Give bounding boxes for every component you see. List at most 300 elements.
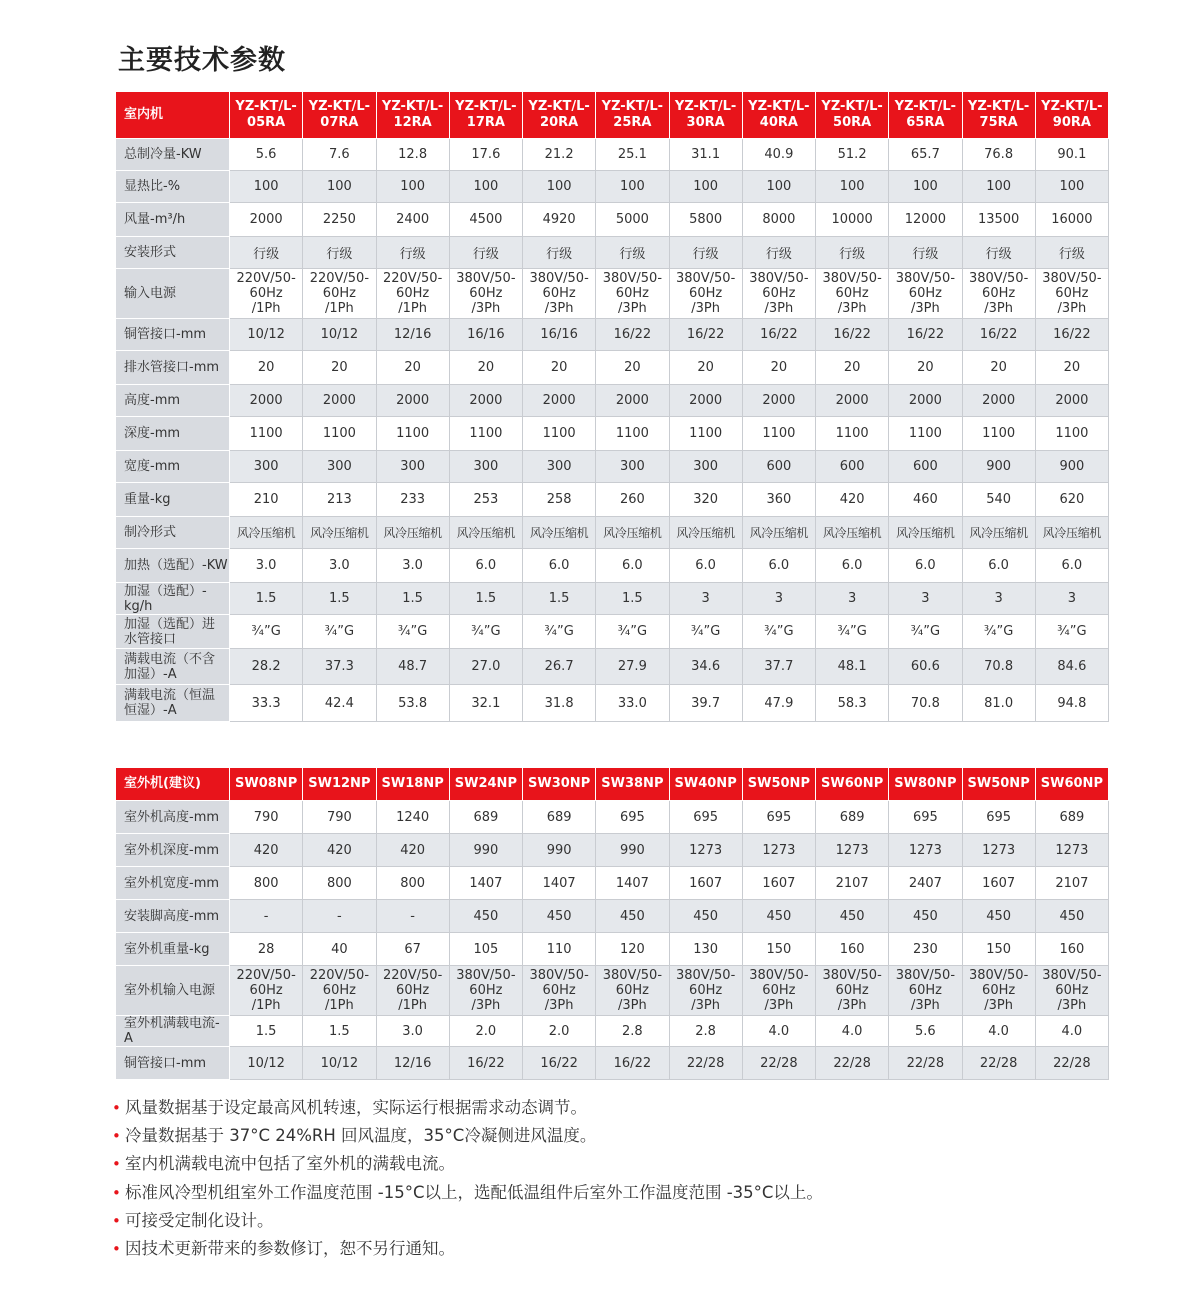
table-cell: 450	[962, 900, 1035, 933]
table-cell: 100	[230, 171, 303, 203]
table-cell: 76.8	[962, 139, 1035, 171]
table-cell: 100	[1035, 171, 1108, 203]
table-cell: 300	[596, 451, 669, 483]
table-cell: 450	[742, 900, 815, 933]
table-cell: 300	[376, 451, 449, 483]
table-cell: 94.8	[1035, 685, 1108, 722]
table-cell: 130	[669, 933, 742, 966]
outdoor-model-header: SW08NP	[230, 768, 303, 801]
table-cell: 2000	[889, 385, 962, 417]
row-label: 满载电流（不含 加湿）-A	[116, 649, 230, 685]
table-cell: 1407	[449, 867, 522, 900]
table-cell: 26.7	[523, 649, 596, 685]
table-cell: 900	[962, 451, 1035, 483]
table-cell: 风冷压缩机	[376, 517, 449, 549]
table-cell: 6.0	[742, 549, 815, 583]
table-row	[116, 1047, 1109, 1080]
table-cell: 行级	[376, 237, 449, 269]
table-cell: 40	[303, 933, 376, 966]
table-cell: 6.0	[889, 549, 962, 583]
table-cell: 行级	[523, 237, 596, 269]
table-cell: 220V/50- 60Hz /1Ph	[230, 966, 303, 1016]
table-cell: 3.0	[376, 1016, 449, 1047]
table-cell: 420	[376, 834, 449, 867]
table-cell: 220V/50- 60Hz /1Ph	[303, 269, 376, 319]
table-cell: 540	[962, 483, 1035, 517]
table-cell: 60.6	[889, 649, 962, 685]
note-text: 风量数据基于设定最高风机转速，实际运行根据需求动态调节。	[125, 1098, 587, 1117]
table-cell: 100	[889, 171, 962, 203]
table-cell: 8000	[742, 203, 815, 237]
outdoor-model-header: SW60NP	[816, 768, 889, 801]
table-cell: 1.5	[449, 583, 522, 615]
table-cell: 380V/50- 60Hz /3Ph	[523, 966, 596, 1016]
table-cell: 2000	[669, 385, 742, 417]
table-cell: 12/16	[376, 319, 449, 351]
table-cell: 32.1	[449, 685, 522, 722]
table-cell: 10/12	[303, 1047, 376, 1080]
table-cell: 230	[889, 933, 962, 966]
table-cell: 67	[376, 933, 449, 966]
table-cell: 1273	[962, 834, 1035, 867]
table-cell: 33.0	[596, 685, 669, 722]
note-text: 冷量数据基于 37°C 24%RH 回风温度，35°C冷凝侧进风温度。	[125, 1126, 597, 1146]
table-cell: 行级	[1035, 237, 1108, 269]
row-label: 制冷形式	[116, 517, 230, 549]
table-cell: 25.1	[596, 139, 669, 171]
table-cell: 380V/50- 60Hz /3Ph	[596, 269, 669, 319]
table-cell: 48.7	[376, 649, 449, 685]
indoor-model-header: YZ-KT/L- 40RA	[742, 92, 815, 139]
table-row	[116, 933, 1109, 966]
table-cell: 300	[303, 451, 376, 483]
table-cell: -	[230, 900, 303, 933]
table-cell: 6.0	[449, 549, 522, 583]
table-cell: 689	[1035, 801, 1108, 834]
table-row	[116, 867, 1109, 900]
table-cell: 12000	[889, 203, 962, 237]
row-label: 铜管接口-mm	[116, 319, 230, 351]
note-item	[112, 1150, 823, 1178]
row-label: 加湿（选配）进 水管接口	[116, 615, 230, 649]
outdoor-unit-spec-table	[115, 767, 1109, 1080]
table-cell: 990	[596, 834, 669, 867]
table-cell: 90.1	[1035, 139, 1108, 171]
table-cell: 100	[303, 171, 376, 203]
table-cell: 84.6	[1035, 649, 1108, 685]
table-cell: 420	[230, 834, 303, 867]
table-cell: 行级	[596, 237, 669, 269]
row-label: 风量-m³/h	[116, 203, 230, 237]
table-row	[116, 1016, 1109, 1047]
table-cell: 420	[816, 483, 889, 517]
table-cell: 16/22	[742, 319, 815, 351]
row-label: 加热（选配）-KW	[116, 549, 230, 583]
indoor-model-header: YZ-KT/L- 30RA	[669, 92, 742, 139]
table-cell: 450	[596, 900, 669, 933]
table-cell: 风冷压缩机	[523, 517, 596, 549]
table-cell: 40.9	[742, 139, 815, 171]
table-cell: 行级	[669, 237, 742, 269]
table-cell: 6.0	[523, 549, 596, 583]
row-label: 加湿（选配）- kg/h	[116, 583, 230, 615]
row-label: 室外机满载电流- A	[116, 1016, 230, 1047]
table-cell: 行级	[816, 237, 889, 269]
table-cell: 风冷压缩机	[889, 517, 962, 549]
table-cell: -	[303, 900, 376, 933]
table-cell: 20	[669, 351, 742, 385]
table-cell: 1273	[669, 834, 742, 867]
table-cell: 100	[523, 171, 596, 203]
table-cell: 1100	[303, 417, 376, 451]
outdoor-model-header: SW40NP	[669, 768, 742, 801]
table-row	[116, 451, 1109, 483]
table-cell: 990	[449, 834, 522, 867]
table-cell: 450	[816, 900, 889, 933]
indoor-model-header: YZ-KT/L- 25RA	[596, 92, 669, 139]
indoor-model-header: YZ-KT/L- 90RA	[1035, 92, 1108, 139]
note-text: 标准风冷型机组室外工作温度范围 -15°C以上，选配低温组件后室外工作温度范围 -35°C以上。	[125, 1182, 823, 1202]
table-cell: 风冷压缩机	[230, 517, 303, 549]
table-cell: 105	[449, 933, 522, 966]
table-cell: 600	[742, 451, 815, 483]
table-cell: 4920	[523, 203, 596, 237]
table-cell: 3.0	[303, 549, 376, 583]
row-label: 显热比-%	[116, 171, 230, 203]
row-label: 输入电源	[116, 269, 230, 319]
table-cell: 800	[303, 867, 376, 900]
table-cell: 380V/50- 60Hz /3Ph	[889, 269, 962, 319]
table-cell: 20	[230, 351, 303, 385]
table-cell: 300	[230, 451, 303, 483]
table-cell: 22/28	[742, 1047, 815, 1080]
table-cell: 1.5	[376, 583, 449, 615]
table-cell: 风冷压缩机	[669, 517, 742, 549]
table-cell: 20	[523, 351, 596, 385]
table-row	[116, 171, 1109, 203]
note-item	[112, 1122, 823, 1150]
table-row	[116, 900, 1109, 933]
table-cell: 16/22	[523, 1047, 596, 1080]
table-cell: 380V/50- 60Hz /3Ph	[816, 966, 889, 1016]
table-cell: 258	[523, 483, 596, 517]
table-cell: 260	[596, 483, 669, 517]
table-cell: 行级	[230, 237, 303, 269]
table-cell: 16/22	[596, 319, 669, 351]
table-cell: 1273	[742, 834, 815, 867]
table-row	[116, 417, 1109, 451]
table-cell: 450	[889, 900, 962, 933]
table-cell: 20	[303, 351, 376, 385]
table-cell: 2107	[1035, 867, 1108, 900]
table-cell: 1100	[889, 417, 962, 451]
table-cell: 5800	[669, 203, 742, 237]
table-cell: 380V/50- 60Hz /3Ph	[449, 966, 522, 1016]
table-cell: 1.5	[230, 1016, 303, 1047]
page-title: 主要技术参数	[118, 45, 286, 76]
table-cell: ¾”G	[889, 615, 962, 649]
table-cell: ¾”G	[523, 615, 596, 649]
row-label: 安装形式	[116, 237, 230, 269]
row-label: 满载电流（恒温 恒湿）-A	[116, 685, 230, 722]
row-label: 高度-mm	[116, 385, 230, 417]
table-cell: 17.6	[449, 139, 522, 171]
table-cell: 2000	[230, 385, 303, 417]
table-cell: ¾”G	[742, 615, 815, 649]
row-label: 宽度-mm	[116, 451, 230, 483]
table-cell: 风冷压缩机	[596, 517, 669, 549]
table-cell: 220V/50- 60Hz /1Ph	[376, 966, 449, 1016]
table-cell: 4.0	[816, 1016, 889, 1047]
table-cell: 3	[962, 583, 1035, 615]
outdoor-model-header: SW60NP	[1035, 768, 1108, 801]
table-cell: 1100	[1035, 417, 1108, 451]
indoor-model-header: YZ-KT/L- 50RA	[816, 92, 889, 139]
table-cell: 213	[303, 483, 376, 517]
table-cell: 20	[449, 351, 522, 385]
indoor-model-header: YZ-KT/L- 07RA	[303, 92, 376, 139]
table-cell: 16/22	[816, 319, 889, 351]
table-cell: 460	[889, 483, 962, 517]
table-cell: 28.2	[230, 649, 303, 685]
table-cell: 420	[303, 834, 376, 867]
table-cell: 1100	[742, 417, 815, 451]
table-cell: 450	[449, 900, 522, 933]
table-cell: 51.2	[816, 139, 889, 171]
table-cell: 4500	[449, 203, 522, 237]
table-cell: 1100	[962, 417, 1035, 451]
table-cell: 37.3	[303, 649, 376, 685]
table-cell: 380V/50- 60Hz /3Ph	[1035, 966, 1108, 1016]
table-cell: 2250	[303, 203, 376, 237]
table-cell: 380V/50- 60Hz /3Ph	[816, 269, 889, 319]
indoor-table-body	[116, 139, 1109, 722]
table-cell: 2000	[816, 385, 889, 417]
table-cell: 20	[742, 351, 815, 385]
table-cell: 1407	[596, 867, 669, 900]
table-cell: 20	[962, 351, 1035, 385]
table-cell: 100	[669, 171, 742, 203]
table-cell: 行级	[449, 237, 522, 269]
table-cell: ¾”G	[303, 615, 376, 649]
note-item	[112, 1094, 823, 1122]
table-cell: 16/22	[449, 1047, 522, 1080]
table-cell: 3	[742, 583, 815, 615]
table-row	[116, 649, 1109, 685]
table-cell: 53.8	[376, 685, 449, 722]
table-cell: 20	[816, 351, 889, 385]
table-row	[116, 269, 1109, 319]
row-label: 总制冷量-KW	[116, 139, 230, 171]
table-cell: 2400	[376, 203, 449, 237]
table-cell: 6.0	[1035, 549, 1108, 583]
table-cell: 16/16	[449, 319, 522, 351]
table-cell: 风冷压缩机	[816, 517, 889, 549]
table-cell: 3.0	[376, 549, 449, 583]
table-cell: 380V/50- 60Hz /3Ph	[449, 269, 522, 319]
table-cell: 1407	[523, 867, 596, 900]
table-cell: 800	[376, 867, 449, 900]
table-cell: 689	[816, 801, 889, 834]
table-row	[116, 351, 1109, 385]
table-cell: 行级	[742, 237, 815, 269]
table-cell: 450	[1035, 900, 1108, 933]
table-cell: 6.0	[816, 549, 889, 583]
table-cell: 2000	[596, 385, 669, 417]
table-cell: 33.3	[230, 685, 303, 722]
bullet-icon: •	[112, 1183, 121, 1202]
table-cell: ¾”G	[1035, 615, 1108, 649]
indoor-model-header: YZ-KT/L- 20RA	[523, 92, 596, 139]
table-cell: 790	[230, 801, 303, 834]
outdoor-table-body	[116, 801, 1109, 1080]
table-cell: 2000	[376, 385, 449, 417]
table-cell: 10/12	[230, 319, 303, 351]
table-cell: 48.1	[816, 649, 889, 685]
table-cell: 2000	[1035, 385, 1108, 417]
row-label: 排水管接口-mm	[116, 351, 230, 385]
table-cell: 16/22	[889, 319, 962, 351]
table-cell: 行级	[303, 237, 376, 269]
table-cell: 4.0	[962, 1016, 1035, 1047]
table-row	[116, 583, 1109, 615]
row-label: 室外机宽度-mm	[116, 867, 230, 900]
table-row	[116, 834, 1109, 867]
table-cell: 450	[669, 900, 742, 933]
table-cell: 2000	[303, 385, 376, 417]
table-cell: 689	[523, 801, 596, 834]
table-cell: 380V/50- 60Hz /3Ph	[962, 966, 1035, 1016]
table-cell: 10/12	[303, 319, 376, 351]
table-cell: 600	[816, 451, 889, 483]
table-cell: 380V/50- 60Hz /3Ph	[1035, 269, 1108, 319]
table-cell: 3	[889, 583, 962, 615]
table-row	[116, 319, 1109, 351]
table-cell: 1607	[669, 867, 742, 900]
table-cell: 300	[669, 451, 742, 483]
table-cell: 65.7	[889, 139, 962, 171]
notes-list	[112, 1094, 823, 1263]
table-cell: 1100	[230, 417, 303, 451]
table-cell: 1100	[816, 417, 889, 451]
bullet-icon: •	[112, 1127, 121, 1146]
table-cell: 220V/50- 60Hz /1Ph	[230, 269, 303, 319]
table-cell: 990	[523, 834, 596, 867]
table-cell: 2.0	[449, 1016, 522, 1047]
table-cell: 7.6	[303, 139, 376, 171]
table-cell: ¾”G	[449, 615, 522, 649]
table-cell: 27.9	[596, 649, 669, 685]
table-cell: 233	[376, 483, 449, 517]
table-cell: 2000	[523, 385, 596, 417]
table-cell: 5.6	[889, 1016, 962, 1047]
table-cell: 160	[816, 933, 889, 966]
table-cell: 2000	[962, 385, 1035, 417]
table-cell: 253	[449, 483, 522, 517]
table-cell: 31.8	[523, 685, 596, 722]
outdoor-header-label: 室外机(建议)	[116, 768, 230, 801]
table-row	[116, 517, 1109, 549]
bullet-icon: •	[112, 1240, 121, 1259]
table-cell: 1607	[962, 867, 1035, 900]
table-cell: 695	[962, 801, 1035, 834]
table-cell: 2000	[449, 385, 522, 417]
table-cell: 16/16	[523, 319, 596, 351]
table-cell: 34.6	[669, 649, 742, 685]
table-cell: 100	[376, 171, 449, 203]
table-cell: 12.8	[376, 139, 449, 171]
table-cell: 1100	[376, 417, 449, 451]
row-label: 铜管接口-mm	[116, 1047, 230, 1080]
outdoor-model-header: SW24NP	[449, 768, 522, 801]
table-cell: 695	[742, 801, 815, 834]
table-cell: 100	[596, 171, 669, 203]
table-cell: 16/22	[669, 319, 742, 351]
indoor-model-header: YZ-KT/L- 17RA	[449, 92, 522, 139]
table-cell: 风冷压缩机	[742, 517, 815, 549]
outdoor-model-header: SW50NP	[962, 768, 1035, 801]
row-label: 室外机输入电源	[116, 966, 230, 1016]
indoor-header-label: 室内机	[116, 92, 230, 139]
table-cell: 28	[230, 933, 303, 966]
table-cell: 150	[742, 933, 815, 966]
table-cell: 31.1	[669, 139, 742, 171]
row-label: 室外机高度-mm	[116, 801, 230, 834]
indoor-model-header: YZ-KT/L- 05RA	[230, 92, 303, 139]
table-cell: 39.7	[669, 685, 742, 722]
table-cell: 1273	[889, 834, 962, 867]
table-cell: 380V/50- 60Hz /3Ph	[523, 269, 596, 319]
table-cell: 21.2	[523, 139, 596, 171]
table-cell: 695	[889, 801, 962, 834]
table-row	[116, 139, 1109, 171]
indoor-unit-spec-table	[115, 91, 1109, 722]
table-cell: 1.5	[523, 583, 596, 615]
table-cell: 10/12	[230, 1047, 303, 1080]
table-cell: 22/28	[816, 1047, 889, 1080]
table-cell: 380V/50- 60Hz /3Ph	[962, 269, 1035, 319]
outdoor-header-row	[116, 768, 1109, 801]
table-cell: 100	[742, 171, 815, 203]
outdoor-model-header: SW30NP	[523, 768, 596, 801]
table-cell: 47.9	[742, 685, 815, 722]
table-cell: 20	[376, 351, 449, 385]
table-cell: 70.8	[889, 685, 962, 722]
indoor-model-header: YZ-KT/L- 12RA	[376, 92, 449, 139]
table-cell: 22/28	[962, 1047, 1035, 1080]
note-text: 因技术更新带来的参数修订，恕不另行通知。	[125, 1239, 455, 1259]
table-cell: 风冷压缩机	[303, 517, 376, 549]
table-cell: 600	[889, 451, 962, 483]
table-cell: 风冷压缩机	[1035, 517, 1108, 549]
row-label: 室外机重量-kg	[116, 933, 230, 966]
table-cell: 行级	[889, 237, 962, 269]
table-cell: ¾”G	[376, 615, 449, 649]
table-cell: 100	[816, 171, 889, 203]
table-cell: 380V/50- 60Hz /3Ph	[596, 966, 669, 1016]
table-cell: 900	[1035, 451, 1108, 483]
table-cell: 790	[303, 801, 376, 834]
table-cell: 1273	[816, 834, 889, 867]
table-cell: 800	[230, 867, 303, 900]
table-cell: 20	[889, 351, 962, 385]
bullet-icon: •	[112, 1155, 121, 1174]
table-cell: 220V/50- 60Hz /1Ph	[303, 966, 376, 1016]
table-cell: 2.0	[523, 1016, 596, 1047]
outdoor-model-header: SW12NP	[303, 768, 376, 801]
indoor-model-header: YZ-KT/L- 75RA	[962, 92, 1035, 139]
table-row	[116, 549, 1109, 583]
